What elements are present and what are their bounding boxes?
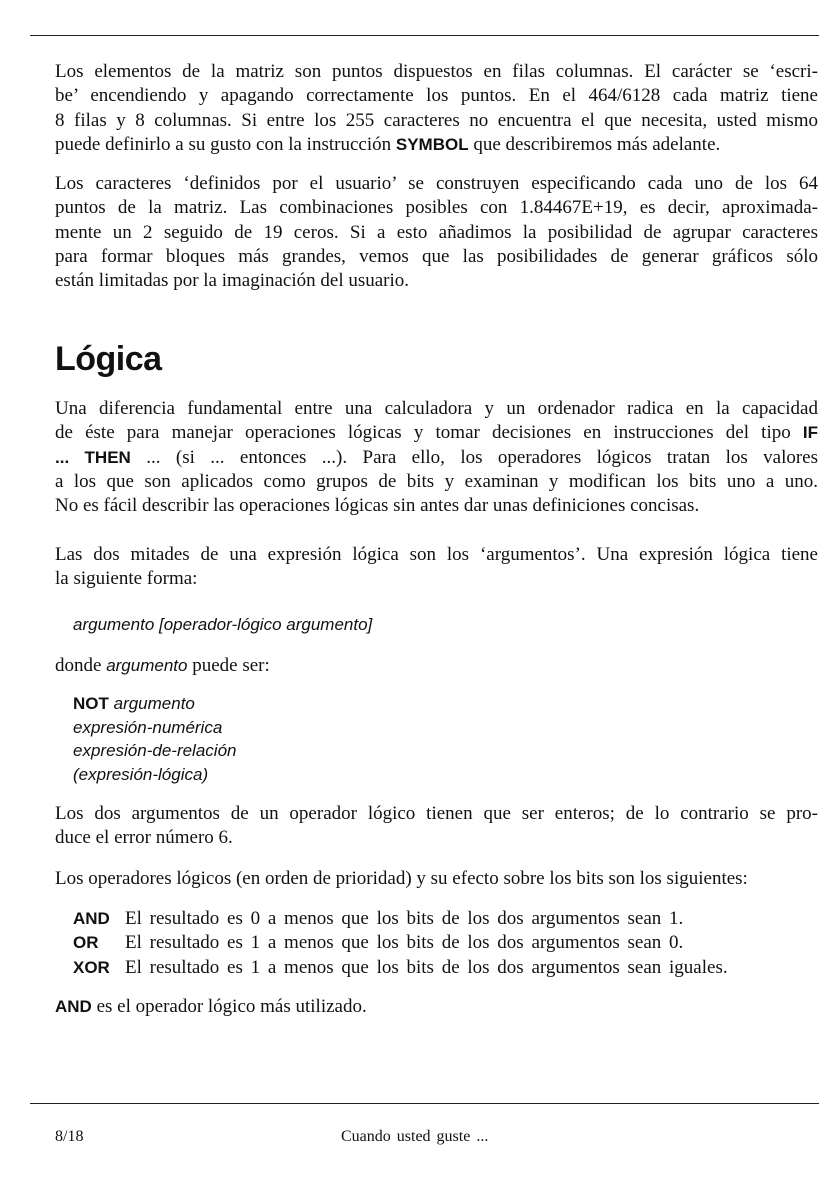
- bottom-rule: [30, 1103, 819, 1104]
- keyword: NOT: [73, 694, 109, 713]
- italic-term: expresión-de-relación: [73, 741, 237, 760]
- text-line: [55, 84, 818, 108]
- text-run: Los elementos de la matriz son puntos dispuestos en filas columnas. El carácter se ‘escri-: [55, 61, 818, 82]
- text-run: están limitadas por la imaginación del usuario.: [55, 270, 410, 292]
- keyword: ... THEN: [55, 447, 131, 467]
- operator-row: [55, 931, 818, 955]
- text-line: [55, 221, 818, 245]
- text-line: [55, 543, 818, 567]
- text-run: para formar bloques más grandes, vemos que las posibilidades de generar gráficos sólo: [55, 245, 818, 267]
- text-run: Las dos mitades de una expresión lógica son los ‘argumentos’. Una expresión lógica tiene: [55, 544, 818, 565]
- italic-term: expresión-numérica: [73, 717, 223, 737]
- paragraph-p6: [55, 802, 818, 851]
- operator-row: [55, 956, 818, 980]
- section-heading: Lógica: [55, 340, 162, 378]
- paragraph-syntax: [55, 613, 831, 637]
- text-line: [55, 421, 818, 445]
- text-line: [55, 826, 818, 850]
- text-line: [55, 196, 818, 220]
- operator-table: [55, 907, 818, 980]
- text-line: [55, 269, 818, 293]
- paragraph-p4: [55, 543, 818, 592]
- paragraph-p3: [55, 397, 818, 518]
- keyword: AND: [55, 997, 92, 1016]
- text-run: Los caracteres ‘definidos por el usuario’ se construyen especificando cada uno de los 64: [55, 173, 818, 194]
- italic-term: argumento [operador-lógico argumento]: [73, 615, 373, 634]
- keyword: SYMBOL: [395, 134, 469, 154]
- italic-term: (expresión-lógica): [73, 764, 209, 784]
- paragraph-p9: [55, 995, 818, 1019]
- text-line: [55, 995, 818, 1019]
- operator-description: El resultado es 1 a menos que los bits de los dos argumentos sean 0.: [125, 932, 684, 954]
- text-run: Los operadores lógicos (en orden de prioridad) y su efecto sobre los bits son los siguientes:: [55, 868, 748, 889]
- text-run: a los que son aplicados como grupos de bits y examinan y modifican los bits uno a uno.: [55, 470, 818, 492]
- paragraph-p5: [55, 654, 818, 678]
- text-line: [55, 470, 818, 494]
- text-run: No es fácil describir las operaciones lógicas sin antes dar unas definiciones concisas.: [55, 495, 700, 517]
- text-run: de éste para manejar operaciones lógicas y tomar decisiones en instrucciones del tipo: [55, 422, 803, 444]
- text-line: [55, 133, 818, 157]
- text-run: mente un 2 seguido de 19 ceros. Si a esto añadimos la posibilidad de agrupar caracteres: [55, 221, 818, 243]
- text-run: Una diferencia fundamental entre una calculadora y un ordenador radica en la capacidad: [55, 398, 818, 419]
- text-line: [73, 692, 831, 716]
- paragraph-list: [55, 692, 831, 786]
- text-line: [55, 494, 818, 518]
- text-line: [55, 397, 818, 421]
- text-line: [55, 446, 818, 470]
- top-rule: [30, 35, 819, 36]
- italic-term: argumento: [106, 656, 188, 675]
- paragraph-p1: [55, 60, 818, 157]
- text-line: [55, 567, 818, 591]
- operator-description: El resultado es 0 a menos que los bits de los dos argumentos sean 1.: [125, 908, 684, 929]
- text-run: be’ encendiendo y apagando correctamente los puntos. En el 464/6128 cada matriz tiene: [55, 85, 818, 107]
- text-run: Los dos argumentos de un operador lógico tienen que ser enteros; de lo contrario se pro-: [55, 803, 818, 824]
- text-run: la siguiente forma:: [55, 568, 198, 590]
- text-run: duce el error número 6.: [55, 827, 233, 849]
- text-line: [73, 739, 831, 763]
- paragraph-p2: [55, 172, 818, 293]
- text-line: [55, 654, 818, 678]
- text-line: [73, 613, 831, 637]
- text-line: [55, 802, 818, 826]
- paragraph-p7: [55, 867, 818, 891]
- text-line: [55, 245, 818, 269]
- text-run: puntos de la matriz. Las combinaciones posibles con 1.84467E+19, es decir, aproximada-: [55, 197, 818, 219]
- text-run: puede ser:: [187, 655, 270, 676]
- italic-term: argumento: [108, 694, 195, 713]
- text-line: [73, 763, 831, 787]
- running-title: Cuando usted guste ...: [341, 1128, 489, 1145]
- text-line: [55, 60, 818, 84]
- operator-name: AND: [73, 909, 110, 928]
- text-line: [73, 716, 831, 740]
- text-run: donde: [55, 655, 107, 676]
- operator-name: XOR: [73, 957, 110, 977]
- operator-name: OR: [73, 933, 99, 953]
- text-run: 8 filas y 8 columnas. Si entre los 255 caracteres no encuentra el que necesita, usted mismo: [55, 109, 818, 131]
- text-run: ... (si ... entonces ...). Para ello, los operadores lógicos tratan los valores: [130, 446, 819, 468]
- text-run: es el operador lógico más utilizado.: [91, 996, 367, 1017]
- text-line: [55, 109, 818, 133]
- page-number: 8/18: [55, 1128, 84, 1145]
- text-run: que describiremos más adelante.: [468, 133, 721, 155]
- text-line: [55, 172, 818, 196]
- keyword: IF: [802, 423, 818, 443]
- text-line: [55, 867, 818, 891]
- operator-description: El resultado es 1 a menos que los bits de los dos argumentos sean iguales.: [125, 956, 728, 978]
- text-run: puede definirlo a su gusto con la instrucción: [55, 133, 396, 155]
- operator-row: [55, 907, 818, 931]
